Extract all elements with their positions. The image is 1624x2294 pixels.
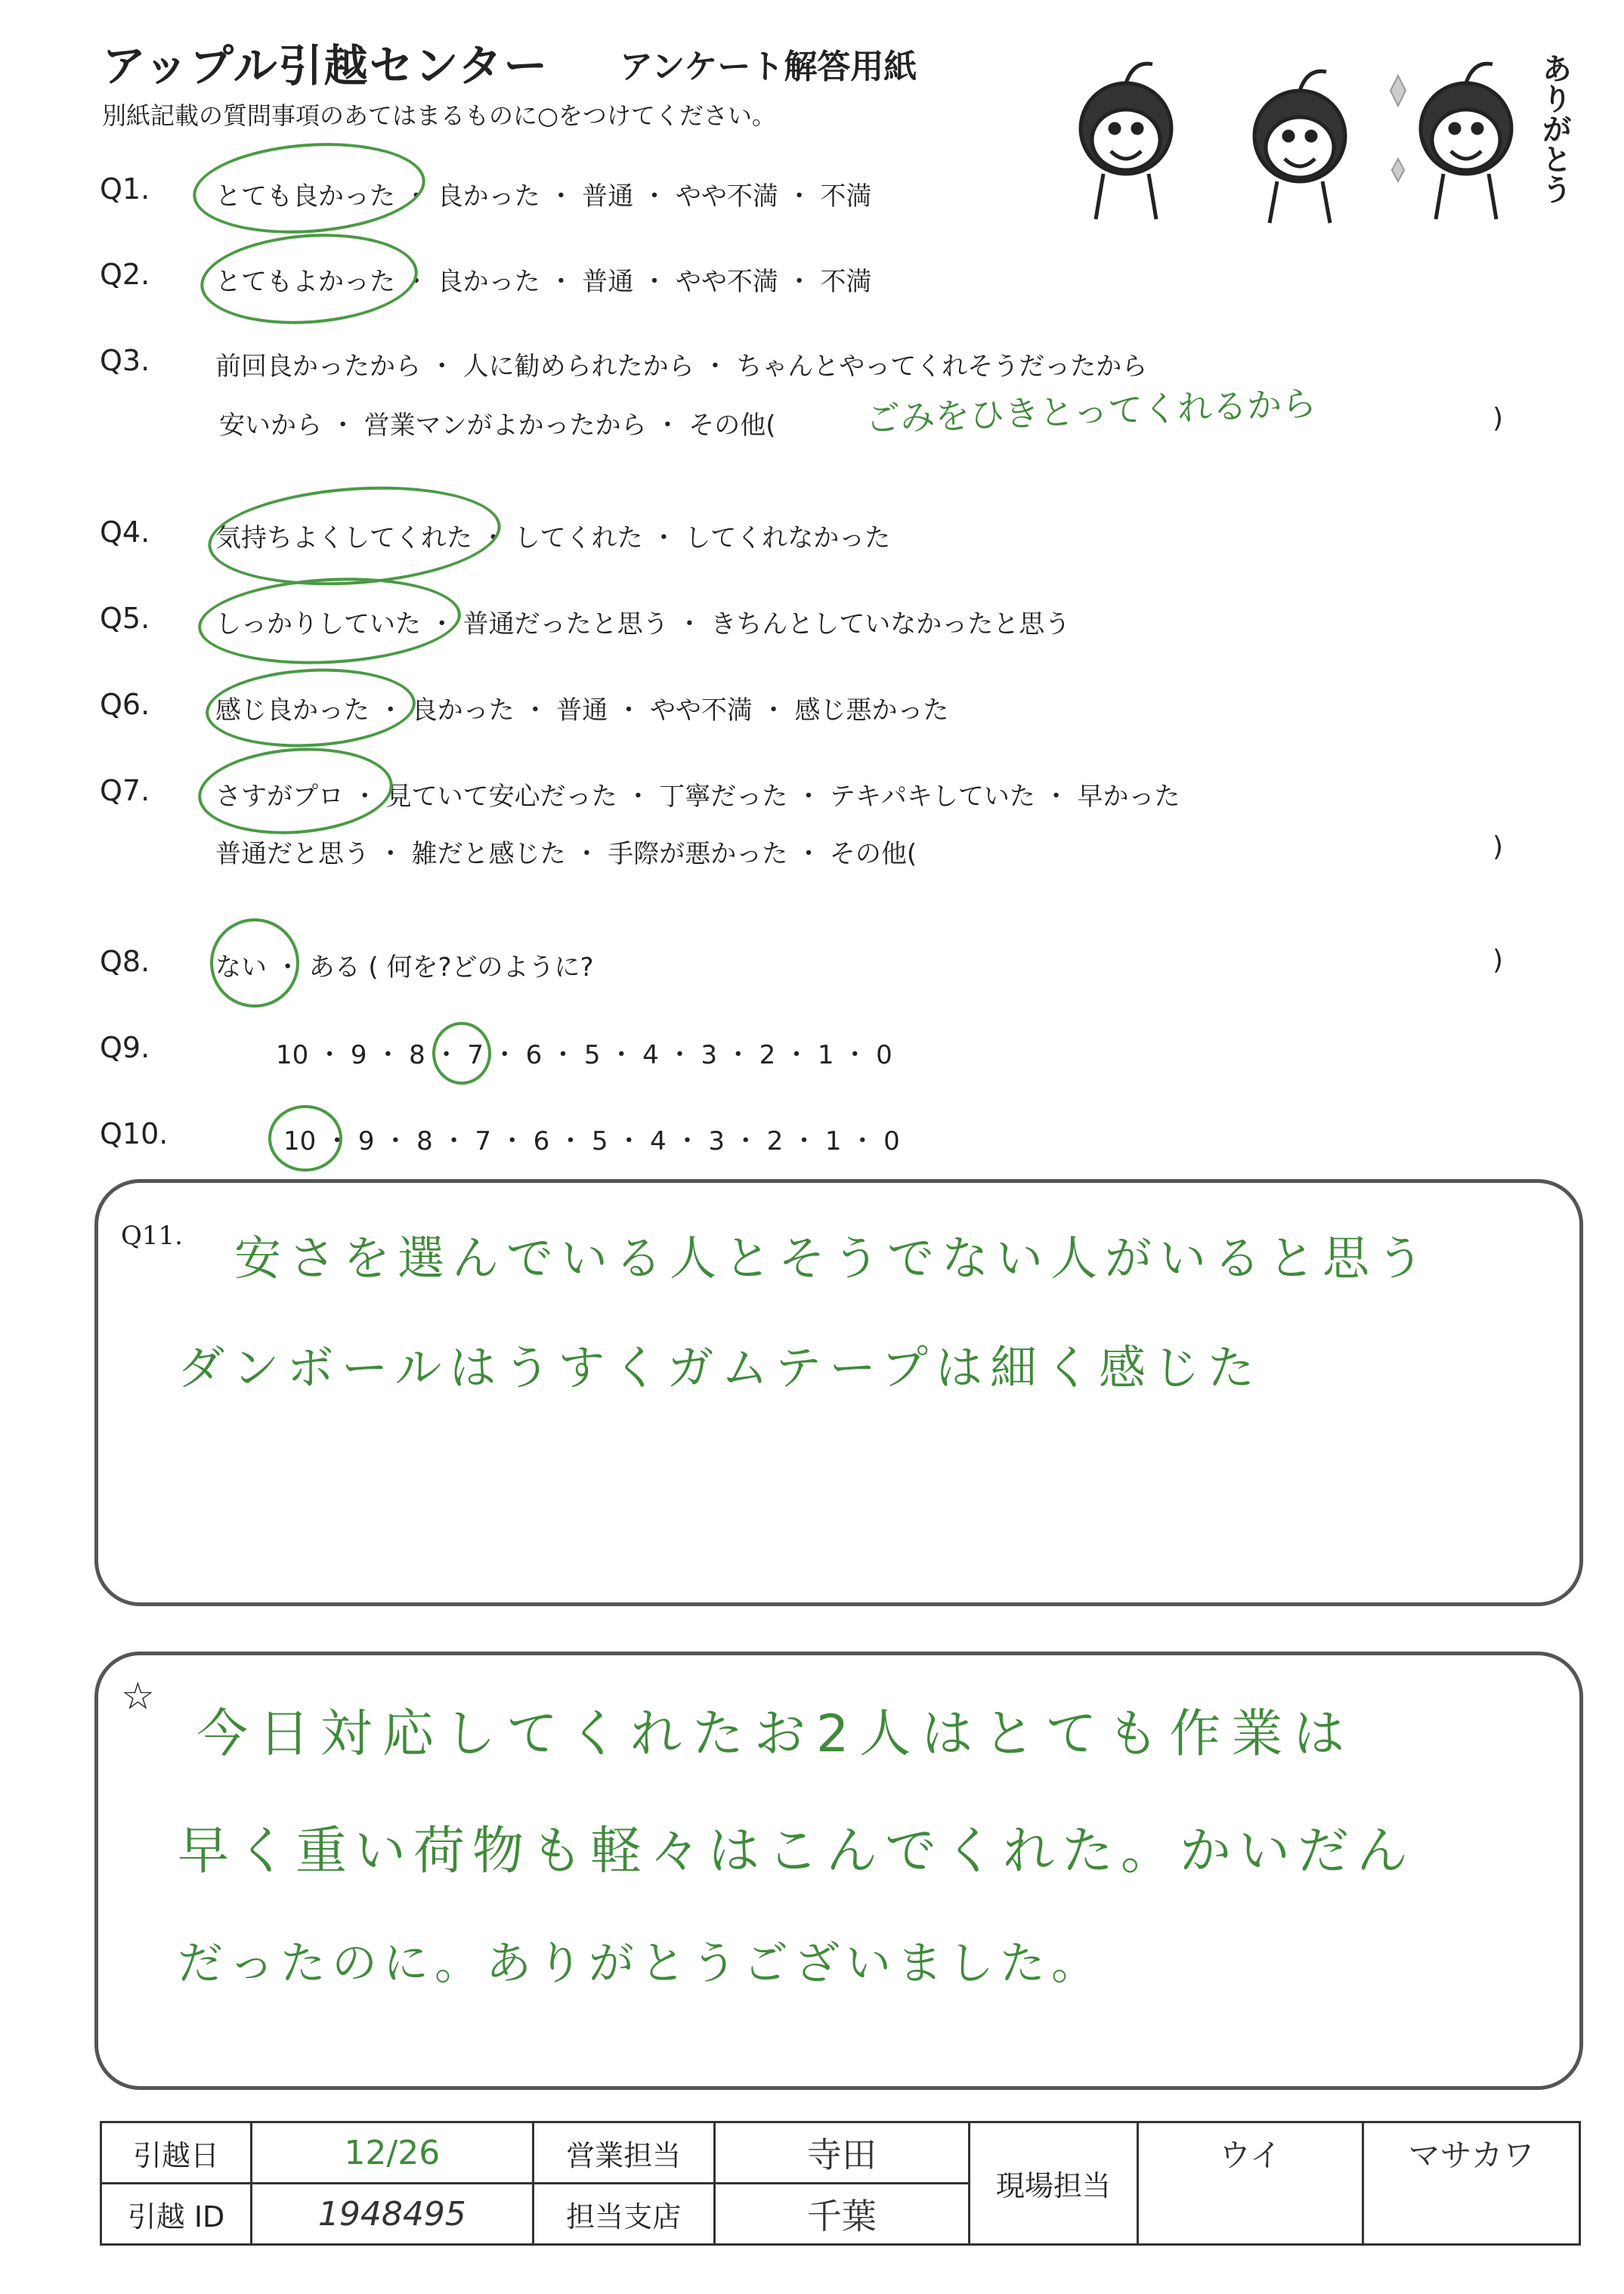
q4-answer-circle xyxy=(205,478,504,595)
staff-info-table xyxy=(100,2121,1581,2246)
q6-options: 感じ良かった ・ 良かった ・ 普通 ・ やや不満 ・ 感じ悪かった xyxy=(215,695,949,726)
q3-close-paren: ) xyxy=(1493,403,1504,434)
q4-label: Q4. xyxy=(100,515,150,549)
mascot-monkeys-illustration xyxy=(1043,30,1572,234)
q11-answer-line1: 安さを選んでいる人とそうでない人がいると思う xyxy=(234,1231,1432,1286)
q10-answer-circle xyxy=(268,1105,342,1172)
q10-scale: 10 ・ 9 ・ 8 ・ 7 ・ 6 ・ 5 ・ 4 ・ 3 ・ 2 ・ 1 ・ 0 xyxy=(283,1126,900,1156)
q5-answer-circle xyxy=(196,571,462,670)
q7-options-line1: さすがプロ ・ 見ていて安心だった ・ 丁寧だった ・ テキパキしていた ・ 早かった xyxy=(215,782,1180,812)
q2-answer-circle xyxy=(197,227,421,331)
site-staff-label: 現場担当 xyxy=(970,2122,1137,2245)
q8-close-paren: ) xyxy=(1493,945,1504,976)
q5-label: Q5. xyxy=(100,602,150,635)
instruction-text: 別紙記載の質問事項のあてはまるものに○をつけてください。 xyxy=(102,101,776,130)
q3-options-line2: 安いから ・ 営業マンがよかったから ・ その他( xyxy=(219,410,776,441)
form-subtitle: アンケート解答用紙 xyxy=(620,48,917,86)
move-date-value: 12/26 xyxy=(252,2122,534,2184)
q2-label: Q2. xyxy=(100,258,150,291)
mascot-thanks-text: ありがとう xyxy=(1537,53,1572,204)
q9-scale: 10 ・ 9 ・ 8 ・ 7 ・ 6 ・ 5 ・ 4 ・ 3 ・ 2 ・ 1 ・ 0 xyxy=(276,1040,892,1070)
star-marker: ☆ xyxy=(121,1674,155,1718)
q1-label: Q1. xyxy=(100,172,150,206)
q8-label: Q8. xyxy=(100,945,150,978)
sales-staff-label: 営業担当 xyxy=(533,2122,714,2184)
q4-options: 気持ちよくしてくれた ・ してくれた ・ してくれなかった xyxy=(215,523,891,553)
q1-answer-circle xyxy=(190,135,428,240)
move-id-value: 1948495 xyxy=(252,2184,534,2245)
sales-staff-value: 寺田 xyxy=(714,2122,970,2184)
form-title: アップル引越センター xyxy=(102,40,549,91)
q7-close-paren: ) xyxy=(1493,831,1504,862)
q3-options-line1: 前回良かったから ・ 人に勧められたから ・ ちゃんとやってくれそうだったから xyxy=(215,351,1148,382)
q1-options: とても良かった ・ 良かった ・ 普通 ・ やや不満 ・ 不満 xyxy=(215,181,872,212)
q3-label: Q3. xyxy=(100,344,150,377)
q6-label: Q6. xyxy=(100,688,150,721)
q9-label: Q9. xyxy=(100,1031,150,1064)
move-id-label: 引越 ID xyxy=(101,2184,252,2245)
branch-label: 担当支店 xyxy=(533,2184,714,2245)
q11-answer-line2: ダンボールはうすくガムテープは細く感じた xyxy=(178,1340,1263,1395)
move-date-label: 引越日 xyxy=(101,2122,252,2184)
q8-answer-circle xyxy=(210,918,299,1008)
q2-options: とてもよかった ・ 良かった ・ 普通 ・ やや不満 ・ 不満 xyxy=(215,267,872,297)
site-staff-value-1: ウイ xyxy=(1137,2122,1363,2245)
q10-label: Q10. xyxy=(100,1117,169,1150)
site-staff-value-2: マサカワ xyxy=(1363,2122,1580,2245)
q7-answer-circle xyxy=(195,741,395,841)
comment-line2: 早く重い荷物も軽々はこんでくれた。かいだん xyxy=(178,1822,1416,1881)
q5-options: しっかりしていた ・ 普通だったと思う ・ きちんとしていなかったと思う xyxy=(215,609,1071,639)
q7-label: Q7. xyxy=(100,774,150,807)
q11-label: Q11. xyxy=(121,1221,183,1251)
q9-answer-circle xyxy=(432,1022,491,1085)
q3-other-answer: ごみをひきとってくれるから xyxy=(865,382,1317,440)
comment-line3: だったのに。ありがとうございました。 xyxy=(178,1937,1103,1990)
q8-options: ない ・ ある ( 何を?どのように? xyxy=(215,952,594,983)
q7-options-line2: 普通だと思う ・ 雑だと感じた ・ 手際が悪かった ・ その他( xyxy=(215,839,917,869)
q6-answer-circle xyxy=(203,664,417,752)
branch-value: 千葉 xyxy=(714,2184,970,2245)
comment-line1: 今日対応してくれたお2人はとても作業は xyxy=(196,1704,1356,1764)
